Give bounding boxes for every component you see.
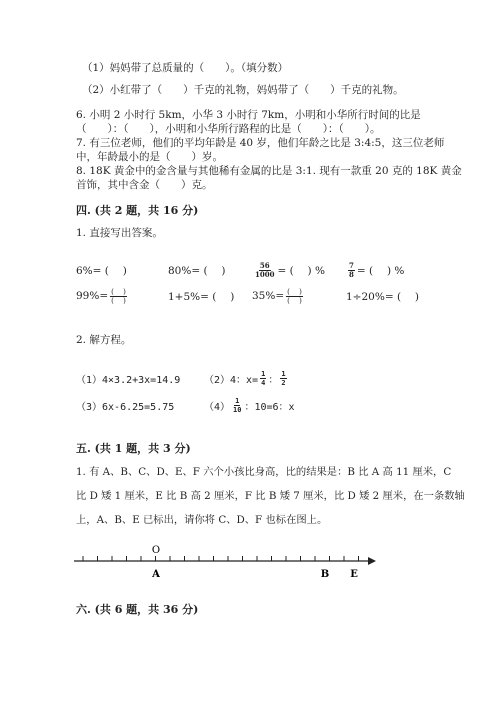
calc-99-percent: 99%= $\frac{( )}{( )}$ bbox=[76, 287, 126, 305]
fraction-blank: $\frac{( )}{( )}$ bbox=[111, 287, 126, 305]
section-4-heading: 四. (共 2 题，共 16 分) bbox=[76, 204, 199, 217]
calc-56-over-1000: $\frac{56}{1000}$ = ( ) % bbox=[255, 260, 325, 279]
section-6-heading: 六. (共 6 题，共 36 分) bbox=[76, 603, 199, 616]
label-e: E bbox=[350, 569, 358, 580]
calc-6-percent: 6%= ( ) bbox=[76, 264, 127, 277]
calc-1-div-20-percent: 1÷20%= ( ) bbox=[346, 290, 419, 303]
q6-line1: 6. 小明 2 小时行 5km，小华 3 小时行 7km，小明和小华所行时间的比是 bbox=[76, 109, 421, 121]
number-line-ticks bbox=[83, 556, 359, 561]
q8-line1: 8. 18K 黄金中的金含量与其他稀有金属的比是 3:1. 现有一款重 20 克的 18K 黄金 bbox=[76, 165, 462, 177]
q7-line1: 7. 有三位老师，他们的平均年龄是 40 岁，他们年龄之比是 3:4:5，这三位老师 bbox=[76, 137, 445, 149]
q5-sub1: （1）妈妈带了总质量的（ ）。（填分数） bbox=[82, 62, 289, 74]
equation-2: （2）4：x= $\frac{1}{4}$ ： $\frac{1}{2}$ bbox=[204, 369, 286, 387]
fraction-blank: $\frac{( )}{( )}$ bbox=[287, 287, 302, 305]
equation-1: （1）4×3.2+3x=14.9 bbox=[76, 374, 181, 386]
number-line bbox=[70, 540, 380, 582]
s5-q1-line3: 上，A、B、E 已标出，请你将 C、D、F 也标在图上。 bbox=[76, 514, 328, 526]
calc-1-plus-5-percent: 1+5%= ( ) bbox=[168, 290, 235, 303]
section-5-heading: 五. (共 1 题，共 3 分) bbox=[76, 442, 191, 455]
equation-3: （3）6x-6.25=5.75 bbox=[76, 401, 175, 413]
fraction-7-8: $\frac{7}{8}$ bbox=[349, 260, 354, 279]
fraction-56-1000: $\frac{56}{1000}$ bbox=[255, 260, 275, 279]
s5-q1-line1: 1. 有 A、B、C、D、E、F 六个小孩比身高，比的结果是：B 比 A 高 11 厘米，C bbox=[76, 466, 452, 478]
q6-line2: （ ）：（ ），小明和小华所行路程的比是（ ）：（ ）。 bbox=[76, 123, 381, 135]
arrow-head-icon bbox=[368, 557, 376, 565]
q7-line2: 中，年龄最小的是（ ）岁。 bbox=[76, 151, 223, 163]
s5-q1-line2: 比 D 矮 1 厘米，E 比 B 高 2 厘米，F 比 B 矮 7 厘米，比 D 矮 2 厘米，在一条数轴 bbox=[76, 490, 465, 502]
calc-35-percent: 35%= $\frac{( )}{( )}$ bbox=[252, 287, 302, 305]
s4-q1-title: 1. 直接写出答案。 bbox=[76, 227, 163, 239]
origin-label: O bbox=[151, 545, 161, 556]
label-b: B bbox=[320, 569, 330, 580]
calc-7-over-8: $\frac{7}{8}$ = ( ) % bbox=[349, 260, 405, 279]
q8-line2: 首饰，其中含金（ ）克。 bbox=[76, 179, 213, 191]
equation-4: （4） $\frac{1}{10}$ ：10=6：x bbox=[204, 396, 295, 414]
s4-q2-title: 2. 解方程。 bbox=[76, 334, 132, 346]
label-a: A bbox=[152, 569, 160, 580]
calc-80-percent: 80%= ( ) bbox=[168, 264, 226, 277]
q5-sub2: （2）小红带了（ ）千克的礼物，妈妈带了（ ）千克的礼物。 bbox=[82, 84, 404, 96]
